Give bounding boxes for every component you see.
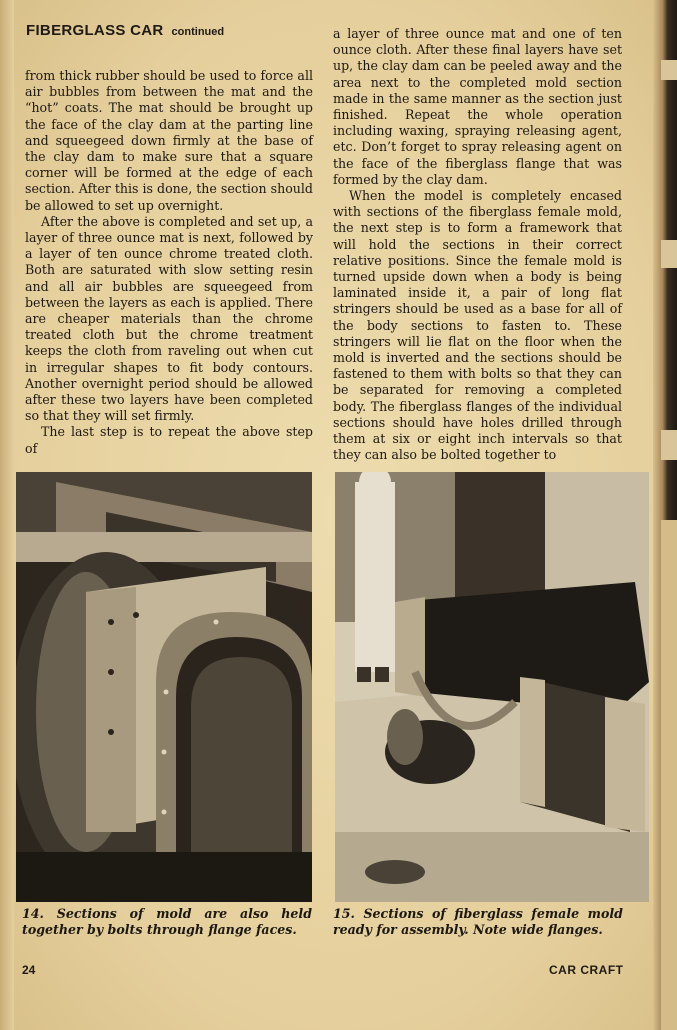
page-spine-shadow: [0, 0, 14, 1030]
left-paragraph-1: from thick rubber should be used to force all air bubbles from between the mat and the “hot” coats. The mat should be brought up the face of the clay dam at the parting line and squeegeed down firmly at the base of the clay dam to make sure that a square corner will be formed at the edge of each section. After this is done, the section should be allowed to set up overnight.: [25, 68, 313, 213]
photo-15-sections-assembly: [335, 472, 649, 902]
left-paragraph-3: The last step is to repeat the above step of: [25, 424, 313, 456]
caption-photo-14: 14. Sections of mold are also held together by bolts through flange faces.: [22, 906, 312, 937]
caption-photo-15: 15. Sections of fiberglass female mold ready for assembly. Note wide flanges.: [333, 906, 623, 937]
photo-14-illustration: [16, 472, 312, 902]
photo-15-illustration: [335, 472, 649, 902]
left-paragraph-2: After the above is completed and set up, a layer of three ounce mat is next, followed by a layer of ten ounce chrome treated cloth. Both are saturated with slow setting resin and all air bubbles are squeegeed from between the layers as each is applied. There are cheaper materials than the chrome treated cloth but the chrome treatment keeps the cloth from raveling out when cut in irregular shapes to fit body contours. Another overnight period should be allowed after these two layers have been completed so that they will set firmly.: [25, 213, 313, 424]
photo-14-mold-sections: [16, 472, 312, 902]
right-paragraph-1: a layer of three ounce mat and one of ten ounce cloth. After these final layers have set up, the clay dam can be peeled away and the area next to the completed mold section made in the same manner as the section just finished. Repeat the whole operation including waxing, spraying releasing agent, etc. Don’t forget to spray releasing agent on the face of the fiberglass flange that was formed by the clay dam.: [333, 26, 622, 187]
left-text-column: [25, 68, 313, 457]
article-header: [26, 22, 316, 44]
right-text-column: [333, 26, 622, 463]
continued-label: continued: [171, 26, 225, 38]
next-page-edge: [653, 0, 677, 1030]
page-number: 24: [22, 963, 36, 977]
right-paragraph-2: When the model is completely encased with sections of the fiberglass female mold, the next step is to form a framework that will hold the sections in their correct relative positions. Since the female mold is turned upside down when a body is being laminated inside it, a pair of long flat stringers should be used as a base for all of the body sections to fasten to. These stringers will lie flat on the floor when the mold is inverted and the sections should be fastened to them with bolts so that they can be separated for removing a completed body. The fiberglass flanges of the individual sections should have holes drilled through them at six or eight inch intervals so that they can also be bolted together to: [333, 188, 622, 463]
magazine-name: CAR CRAFT: [549, 963, 624, 977]
article-title: FIBERGLASS CAR: [26, 22, 164, 39]
